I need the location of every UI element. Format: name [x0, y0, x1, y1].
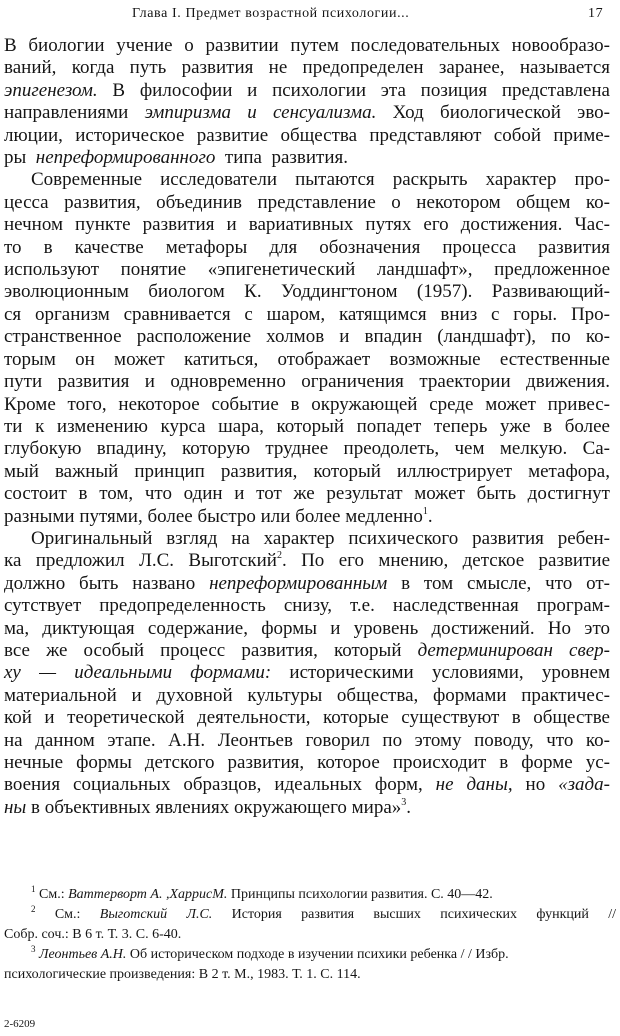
text-line — [4, 147, 610, 169]
text-line — [4, 57, 610, 79]
text-line — [4, 618, 610, 640]
text-run: торым он может катиться, отображает возможные естественные — [4, 348, 610, 370]
text-run: в объективных явлениях окружающего мира» — [26, 796, 402, 818]
text-line — [4, 125, 610, 147]
text-line — [4, 371, 610, 393]
text-run: Кроме того, некоторое событие в окружающей среде может привес- — [4, 393, 610, 415]
main-text — [4, 35, 610, 819]
text-run: состоит в том, что один и тот же результат может быть достигнут — [4, 483, 610, 505]
text-line — [4, 752, 610, 774]
text-run: в том смысле, что от- — [387, 572, 610, 594]
footnote-line — [4, 885, 616, 905]
text-run: психологические произведения: В 2 т. М., 1983. Т. 1. С. 114. — [4, 967, 361, 982]
text-run: кой и теоретической деятельности, которые существуют в обществе — [4, 707, 610, 729]
italic-text: детерминирован свер- — [417, 639, 610, 661]
text-line — [4, 573, 610, 595]
text-run: то в качестве метафоры для обозначения процесса развития — [4, 236, 610, 258]
text-line — [4, 528, 610, 550]
text-run: сутствует предопределенность снизу, т.е. наследственная програм- — [4, 595, 610, 617]
text-run: ма, диктующая содержание, формы и уровень достижений. Но это — [4, 617, 610, 639]
text-line — [4, 550, 610, 572]
text-run: нечном пункте развития и вариативных путях его достижения. Час- — [4, 214, 610, 236]
footnote-line — [4, 905, 616, 925]
text-run: Об историческом подходе в изучении психики ребенка / / Избр. — [126, 947, 509, 962]
footnote-marker: 3 — [401, 796, 407, 808]
text-line — [4, 102, 610, 124]
printer-signature-mark: 2-6209 — [4, 1018, 36, 1030]
text-line — [4, 169, 610, 191]
text-run: типа развития. — [215, 147, 349, 169]
text-line — [4, 281, 610, 303]
text-line — [4, 730, 610, 752]
text-run: нечные формы детского развития, которое происходит в форме ус- — [4, 752, 610, 773]
footnote-marker: 3 — [31, 944, 36, 954]
italic-text: Леонтьев А.Н. — [39, 947, 127, 962]
chapter-title: Глава I. Предмет возрастной психологии... — [132, 6, 410, 21]
text-line — [4, 640, 610, 662]
text-run: ти к изменению курса шара, который попадет теперь уже в более — [4, 415, 610, 437]
text-line — [4, 483, 610, 505]
text-line — [4, 349, 610, 371]
text-run: люции, историческое развитие общества представляют собой приме- — [4, 124, 610, 146]
text-run: разными путями, более быстро или более медленно — [4, 505, 423, 527]
italic-text: Ваттерворт А. ,ХаррисМ. — [68, 887, 228, 902]
text-run: направлениями — [4, 102, 145, 124]
text-line — [4, 237, 610, 259]
footnote-line — [4, 945, 616, 965]
text-run: Принципы психологии развития. С. 40—42. — [227, 887, 493, 902]
text-run: все же особый процесс развития, который — [4, 639, 418, 661]
footnote-marker: 2 — [276, 550, 282, 562]
text-run: используют понятие «эпигенетический ландшафт», предложенное — [4, 259, 610, 281]
text-line — [4, 416, 610, 438]
text-run: эволюционным биологом К. Уоддингтоном (1957). Развивающий- — [4, 281, 610, 303]
text-run: Ход биологической эво- — [376, 102, 610, 124]
text-run: на данном этапе. А.Н. Леонтьев говорил по этому поводу, что ко- — [4, 729, 610, 751]
italic-text: не даны, — [435, 774, 513, 796]
footnote-marker: 1 — [422, 505, 428, 517]
text-line — [4, 35, 610, 57]
text-run: . — [406, 796, 412, 818]
text-line — [4, 259, 610, 281]
text-line — [4, 662, 610, 684]
footnotes — [4, 885, 616, 985]
text-run: . — [427, 505, 433, 527]
text-run: цесса развития, объединив представление о некотором общем ко- — [4, 191, 610, 213]
text-run: но — [512, 774, 559, 796]
text-line — [4, 506, 610, 528]
text-run: В философии и психологии эта позиция представлена — [97, 79, 610, 101]
text-run: пути развития и одновременно ограничения траектории движения. — [4, 371, 610, 393]
text-run: материальной и духовной культуры общества, формами практичес- — [4, 684, 610, 706]
footnote-marker: 2 — [31, 904, 36, 914]
text-line — [4, 774, 610, 796]
text-run: историческими условиями, уровнем — [271, 662, 610, 684]
text-run: История развития высших психических функций // — [212, 907, 616, 922]
text-line — [4, 326, 610, 348]
italic-text: ху — идеальными формами: — [4, 662, 272, 684]
page-number: 17 — [588, 6, 604, 21]
text-run: ры — [4, 147, 36, 169]
text-run: странственное расположение холмов и впадин (ландшафт), по ко- — [4, 326, 610, 348]
text-run: воения социальных образцов, идеальных форм, — [4, 774, 436, 796]
italic-text: «зада- — [558, 774, 610, 796]
text-line — [4, 461, 610, 483]
text-line — [4, 797, 610, 819]
text-run: Собр. соч.: В 6 т. Т. 3. С. 6-40. — [4, 927, 182, 942]
text-run: ваний, когда путь развития не предопределен заранее, называется — [4, 57, 610, 79]
text-line — [4, 394, 610, 416]
text-run: должно быть названо — [4, 572, 210, 594]
text-run: глубокую впадину, которую труднее преодолеть, чем мелкую. Са- — [4, 438, 610, 460]
text-line — [4, 685, 610, 707]
text-run: См.: — [35, 907, 100, 922]
text-line — [4, 192, 610, 214]
text-line — [4, 304, 610, 326]
text-line — [4, 595, 610, 617]
text-line — [4, 707, 610, 729]
footnote-line — [4, 965, 616, 985]
text-line — [4, 214, 610, 236]
text-run: ся организм сравнивается с шаром, катящимся вниз с горы. Про- — [4, 303, 610, 325]
footnote-line — [4, 925, 616, 945]
italic-text: эмпиризма и сенсуализма. — [144, 102, 377, 124]
text-run: См.: — [35, 887, 69, 902]
italic-text: эпигенезом. — [4, 79, 98, 101]
running-header — [0, 6, 620, 26]
text-run: В биологии учение о развитии путем последовательных новообразо- — [4, 35, 610, 56]
italic-text: непреформированного — [35, 147, 216, 169]
text-run: Оригинальный взгляд на характер психического развития ребен- — [31, 527, 610, 549]
italic-text: ны — [4, 796, 27, 818]
italic-text: непреформированным — [209, 572, 388, 594]
text-run: ка предложил Л.С. Выготский — [4, 550, 277, 572]
text-run: мый важный принцип развития, который иллюстрирует метафора, — [4, 460, 610, 482]
text-run: . По его мнению, детское развитие — [281, 550, 610, 572]
italic-text: Выготский Л.С. — [99, 907, 213, 922]
text-line — [4, 80, 610, 102]
text-line — [4, 438, 610, 460]
footnote-marker: 1 — [31, 884, 36, 894]
text-run: Современные исследователи пытаются раскрыть характер про- — [31, 169, 610, 191]
